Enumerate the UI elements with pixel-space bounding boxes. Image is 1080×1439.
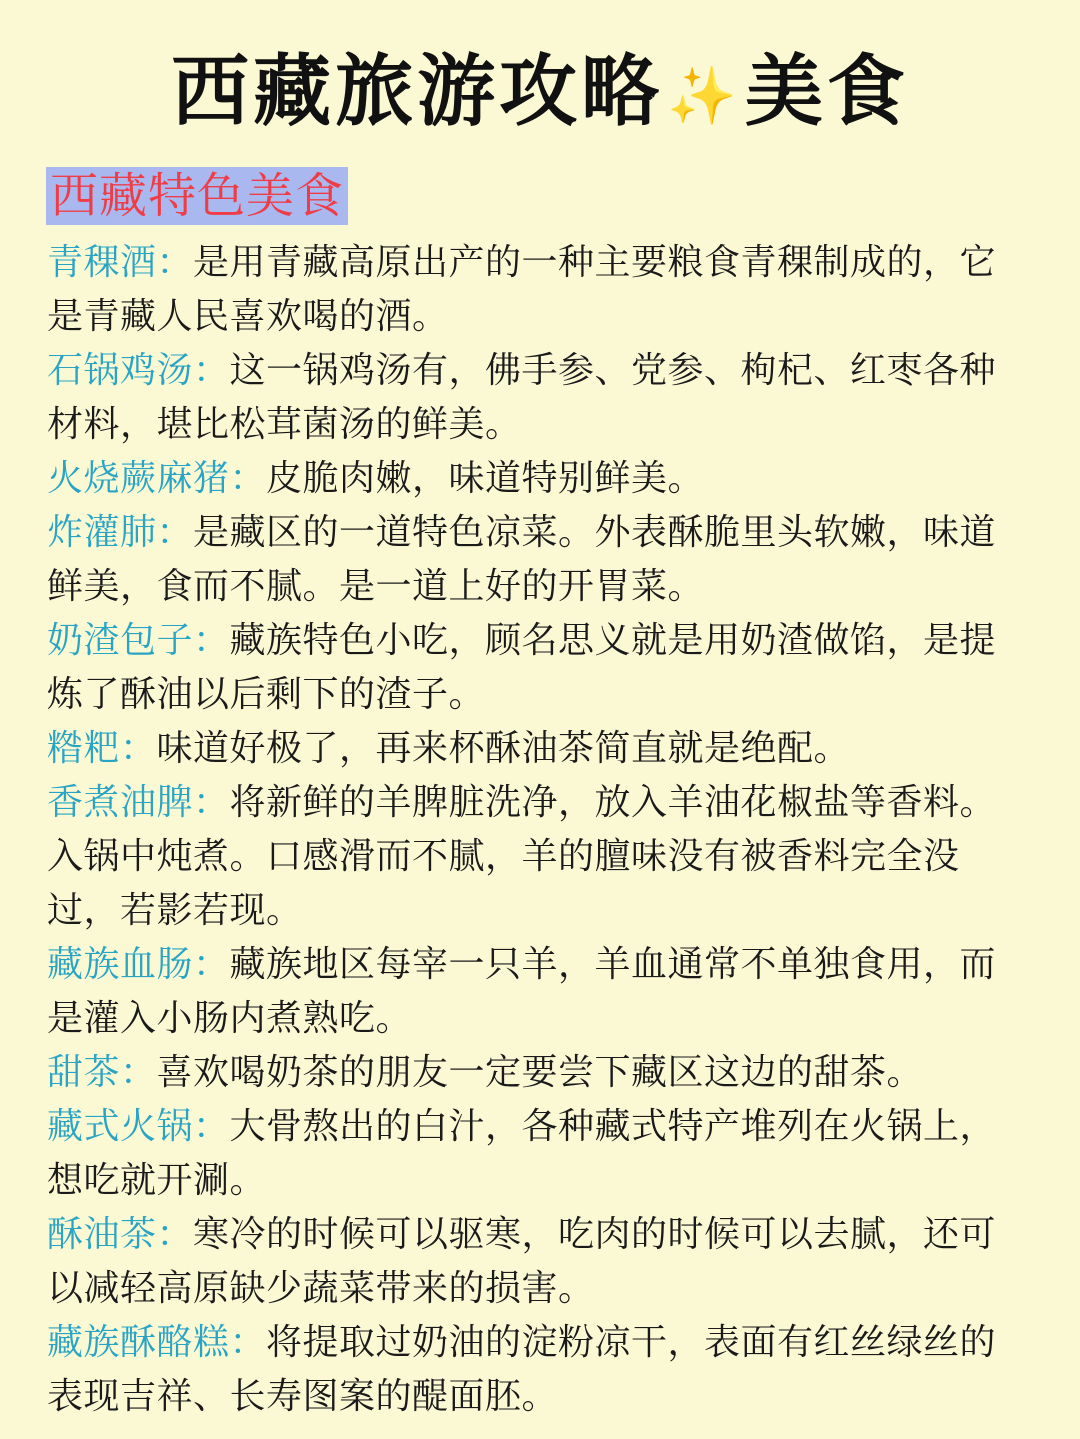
food-name: 甜茶： [47, 1052, 157, 1093]
food-name: 青稞酒： [47, 242, 194, 283]
list-item [47, 1316, 1032, 1424]
list-item [47, 1100, 1032, 1208]
list-item [47, 722, 1032, 776]
food-name: 石锅鸡汤： [47, 350, 230, 391]
food-name: 炸灌肺： [47, 512, 194, 553]
food-description: 将新鲜的羊脾脏洗净，放入羊油花椒盐等香料。入锅中炖煮。口感滑而不腻，羊的膻味没有被香料完全没过，若影若现。 [47, 782, 997, 931]
sparkle-icon: ✨ [667, 63, 741, 129]
food-description: 味道好极了，再来杯酥油茶简直就是绝配。 [156, 728, 851, 769]
food-name: 藏族酥酪糕： [47, 1322, 267, 1363]
list-item [47, 1208, 1032, 1316]
food-description: 藏族特色小吃，顾名思义就是用奶渣做馅，是提炼了酥油以后剩下的渣子。 [47, 620, 997, 715]
food-name: 糌粑： [47, 728, 157, 769]
food-description: 这一锅鸡汤有，佛手参、党参、枸杞、红枣各种材料，堪比松茸菌汤的鲜美。 [47, 350, 997, 445]
food-name: 酥油茶： [47, 1214, 194, 1255]
food-name: 藏式火锅： [47, 1106, 230, 1147]
food-name: 藏族血肠： [47, 944, 230, 985]
food-description: 是用青藏高原出产的一种主要粮食青稞制成的，它是青藏人民喜欢喝的酒。 [47, 242, 997, 337]
food-description: 大骨熬出的白汁，各种藏式特产堆列在火锅上，想吃就开涮。 [47, 1106, 997, 1201]
title-text-after: 美食 [744, 47, 909, 137]
section-heading: 西藏特色美食 [46, 167, 348, 225]
list-item [47, 938, 1032, 1046]
food-description: 喜欢喝奶茶的朋友一定要尝下藏区这边的甜茶。 [156, 1052, 924, 1093]
list-item [47, 776, 1032, 938]
food-name: 香煮油脾： [47, 782, 230, 823]
food-description: 皮脆肉嫩，味道特别鲜美。 [266, 458, 705, 499]
food-description: 是藏区的一道特色凉菜。外表酥脆里头软嫩，味道鲜美，食而不腻。是一道上好的开胃菜。 [47, 512, 997, 607]
food-list [47, 236, 1032, 1424]
list-item [47, 452, 1032, 506]
page-title [0, 44, 1080, 145]
list-item [47, 1046, 1032, 1100]
list-item [47, 506, 1032, 614]
title-text-before: 西藏旅游攻略 [171, 47, 664, 137]
food-description: 寒冷的时候可以驱寒，吃肉的时候可以去腻，还可以减轻高原缺少蔬菜带来的损害。 [47, 1214, 997, 1309]
food-description: 藏族地区每宰一只羊，羊血通常不单独食用，而是灌入小肠内煮熟吃。 [47, 944, 997, 1039]
food-name: 奶渣包子： [47, 620, 230, 661]
food-name: 火烧蕨麻猪： [47, 458, 267, 499]
list-item [47, 614, 1032, 722]
food-description: 将提取过奶油的淀粉凉干，表面有红丝绿丝的表现吉祥、长寿图案的醍面胚。 [47, 1322, 997, 1417]
list-item [47, 344, 1032, 452]
list-item [47, 236, 1032, 344]
